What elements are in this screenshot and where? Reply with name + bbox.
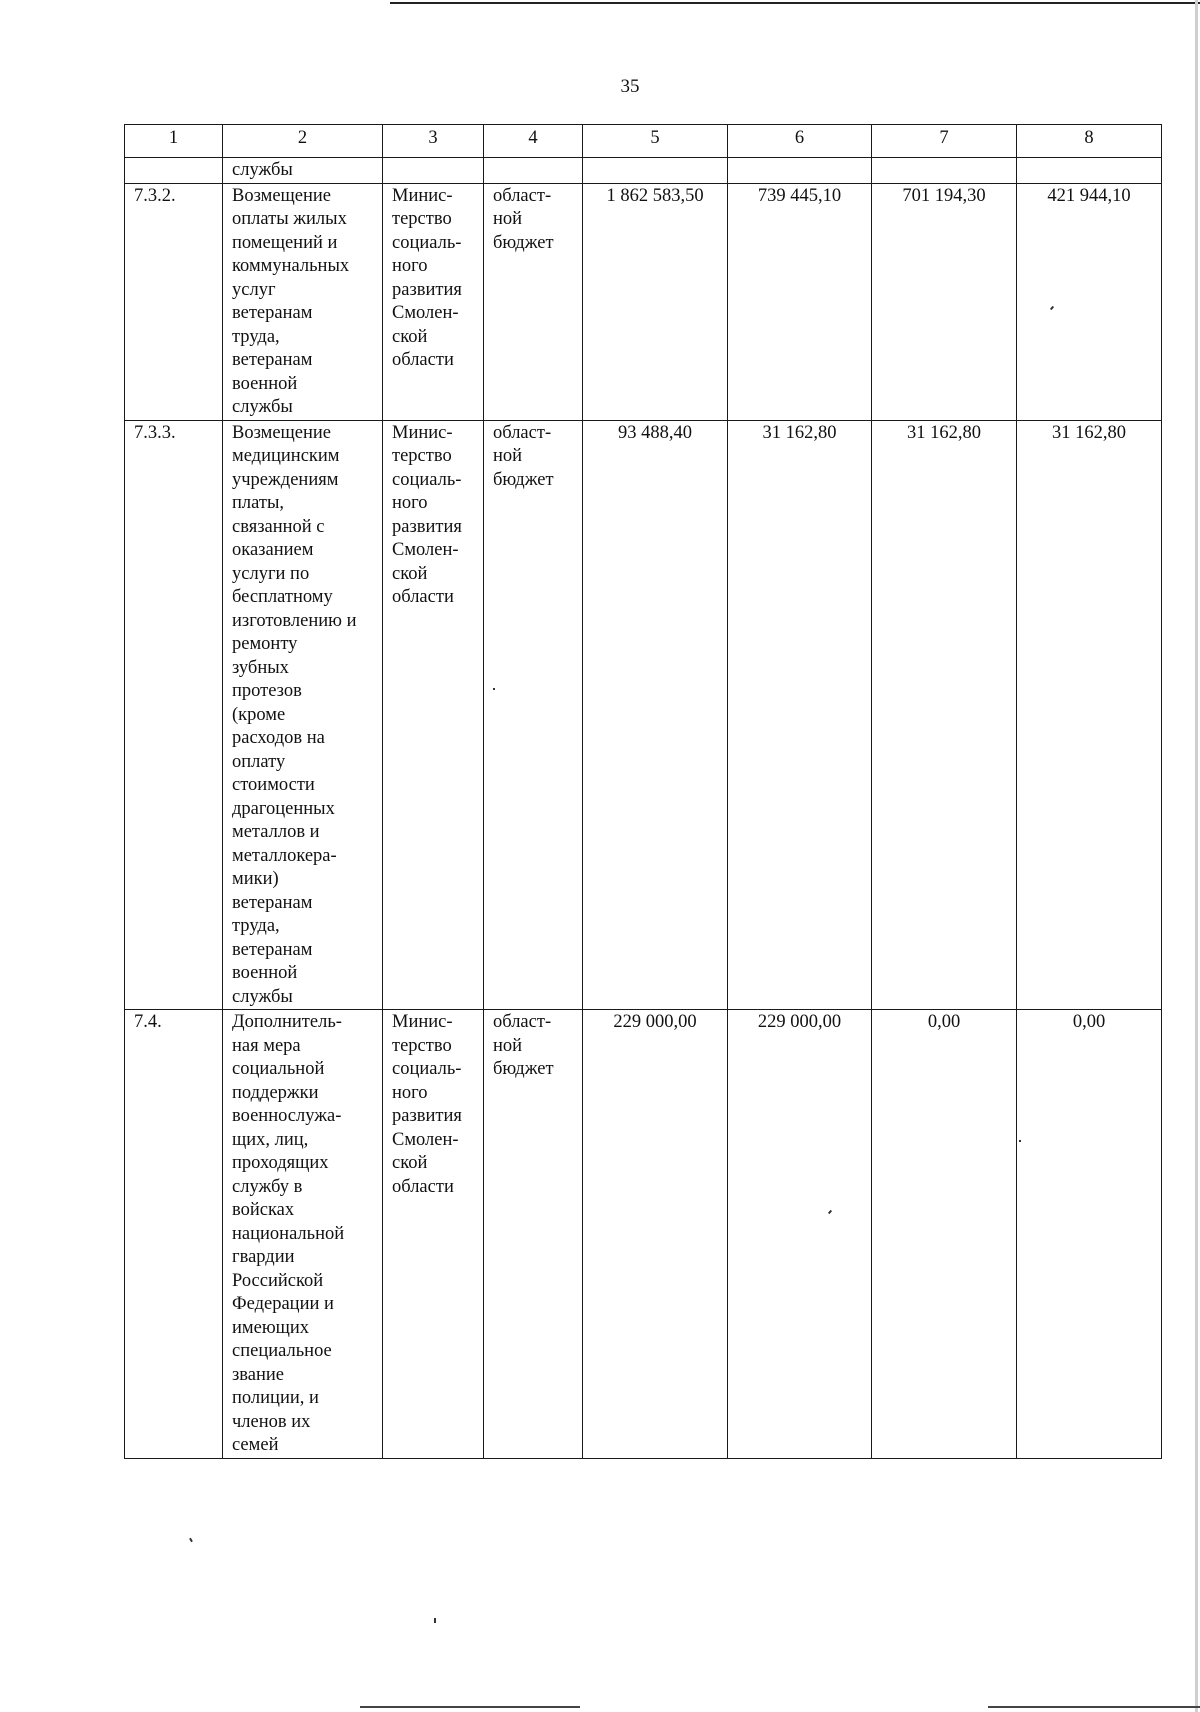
value-col-5: 229 000,00 [583,1010,728,1459]
item-number: 7.4. [125,1010,223,1459]
value-col-7: 701 194,30 [872,183,1017,420]
value-col-8: 0,00 [1017,1010,1162,1459]
item-description: Возмещение медицинским учреждениям платы, связанной с оказанием услуги по бесплатному изготовлению и ремонту зубных протезов (кроме расходов на оплату стоимости драгоценных металлов и металлокера- мики) ветеранам труда, ветеранам военной службы [223,420,383,1010]
value-col-7: 0,00 [872,1010,1017,1459]
budget-table [124,124,1162,1459]
scan-speck [493,688,495,690]
column-header: 7 [872,125,1017,158]
scan-speck [1019,1140,1021,1142]
value-col-6: 739 445,10 [728,183,872,420]
responsible-agency: Минис- терство социаль- ного развития Смолен- ской области [383,420,484,1010]
item-description: Возмещение оплаты жилых помещений и коммунальных услуг ветеранам труда, ветеранам военной службы [223,183,383,420]
column-header: 5 [583,125,728,158]
table-row [125,420,1162,1010]
carryover-text: службы [223,158,383,184]
funding-source: област- ной бюджет [484,183,583,420]
column-header: 6 [728,125,872,158]
responsible-agency: Минис- терство социаль- ного развития Смолен- ской области [383,1010,484,1459]
scan-speck [434,1618,436,1623]
responsible-agency: Минис- терство социаль- ного развития Смолен- ской области [383,183,484,420]
num-cell [125,158,223,184]
value-col-7: 31 162,80 [872,420,1017,1010]
page-number: 35 [620,76,640,97]
value-col-5: 1 862 583,50 [583,183,728,420]
value-col-6: 229 000,00 [728,1010,872,1459]
scan-speck [189,1538,193,1542]
funding-source: област- ной бюджет [484,1010,583,1459]
column-header: 3 [383,125,484,158]
item-description: Дополнитель- ная мера социальной поддержки военнослужа- щих, лиц, проходящих службу в войсках национальной гвардии Российской Федерации и имеющих специальное звание полиции, и членов их семей [223,1010,383,1459]
scan-footer-rule [360,1706,580,1708]
table-header-row [125,125,1162,158]
column-header: 1 [125,125,223,158]
column-header: 2 [223,125,383,158]
column-header: 4 [484,125,583,158]
column-header: 8 [1017,125,1162,158]
item-number: 7.3.2. [125,183,223,420]
table-row [125,183,1162,420]
value-col-6: 31 162,80 [728,420,872,1010]
value-col-8: 421 944,10 [1017,183,1162,420]
funding-source: област- ной бюджет [484,420,583,1010]
value-col-8: 31 162,80 [1017,420,1162,1010]
value-col-5: 93 488,40 [583,420,728,1010]
scan-footer-rule [988,1706,1200,1708]
item-number: 7.3.3. [125,420,223,1010]
table-row-carryover [125,158,1162,184]
table-row [125,1010,1162,1459]
scan-border-top [390,2,1200,4]
scan-border-right [1195,0,1198,1712]
